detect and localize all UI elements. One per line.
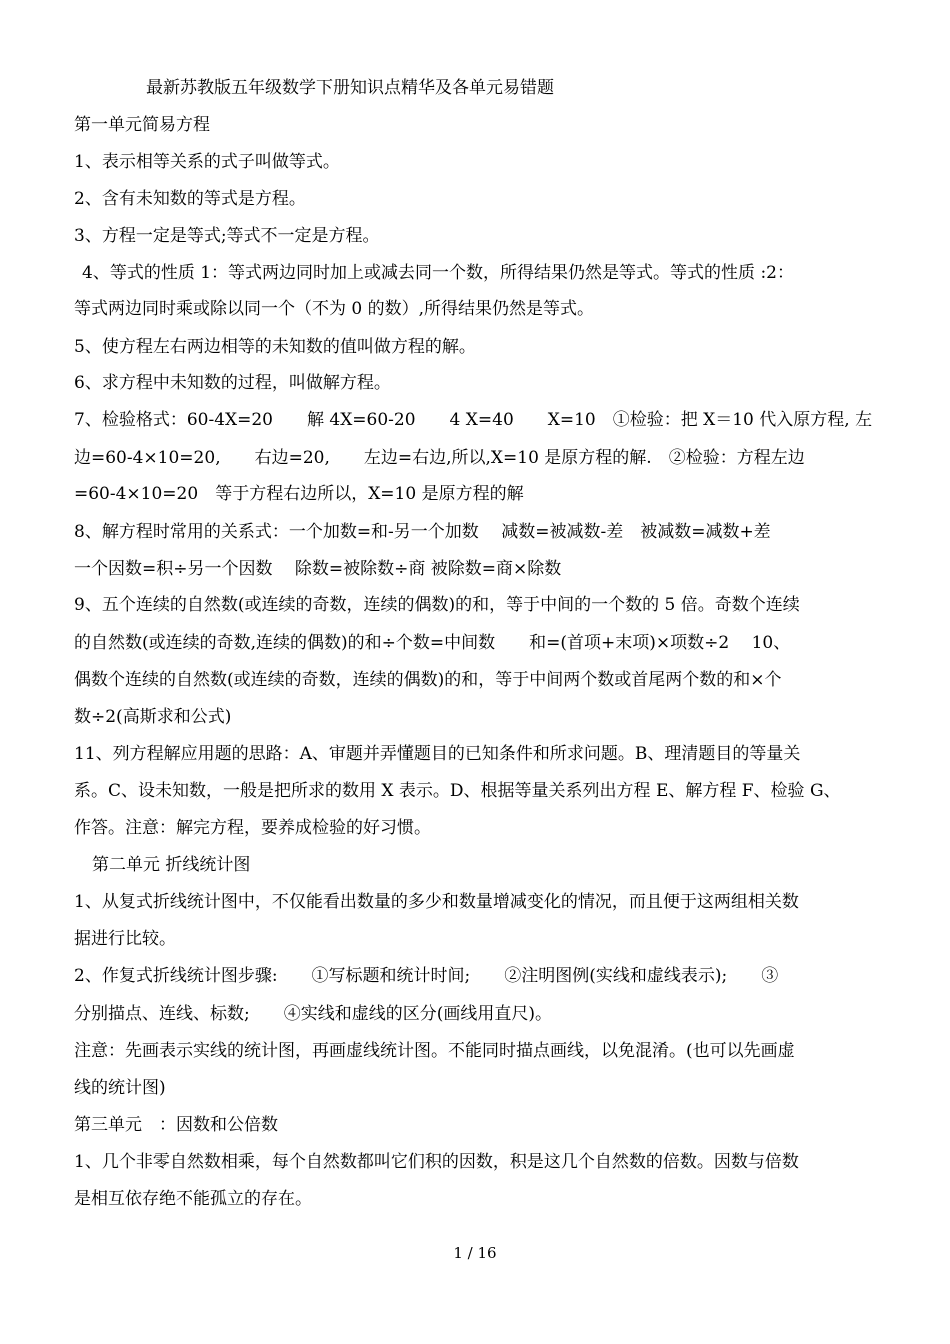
text-line: 注意：先画表示实线的统计图，再画虚线统计图。不能同时描点画线，以免混淆。(也可以先画虚 bbox=[74, 1041, 795, 1061]
text-line: 1、几个非零自然数相乘，每个自然数都叫它们积的因数，积是这几个自然数的倍数。因数与倍数 bbox=[74, 1152, 799, 1172]
section-heading: 第一单元简易方程 bbox=[74, 115, 210, 135]
text-line: 8、解方程时常用的关系式：一个加数=和-另一个加数 减数=被减数-差 被减数=减数+差 bbox=[74, 522, 771, 542]
text-line: 的自然数(或连续的奇数,连续的偶数)的和÷个数=中间数 和=(首项+末项)×项数÷2 10、 bbox=[74, 633, 791, 653]
text-line: 1、表示相等关系的式子叫做等式。 bbox=[74, 152, 340, 172]
text-line: 系。C、设未知数，一般是把所求的数用 X 表示。D、根据等量关系列出方程 E、解方程 F、检验 G、 bbox=[74, 781, 841, 801]
text-line: 等式两边同时乘或除以同一个（不为 0 的数）,所得结果仍然是等式。 bbox=[74, 299, 595, 319]
text-line: 线的统计图) bbox=[74, 1078, 166, 1098]
document-title: 最新苏教版五年级数学下册知识点精华及各单元易错题 bbox=[146, 78, 554, 98]
text-line: 数÷2(高斯求和公式) bbox=[74, 707, 232, 727]
text-line: 一个因数=积÷另一个因数 除数=被除数÷商 被除数=商×除数 bbox=[74, 559, 562, 579]
text-line: 4、等式的性质 1：等式两边同时加上或减去同一个数，所得结果仍然是等式。等式的性质 :2： bbox=[82, 263, 794, 283]
text-line: 5、使方程左右两边相等的未知数的值叫做方程的解。 bbox=[74, 337, 476, 357]
text-line: 6、求方程中未知数的过程，叫做解方程。 bbox=[74, 373, 391, 393]
text-line: 2、作复式折线统计图步骤: ①写标题和统计时间; ②注明图例(实线和虚线表示); ③ bbox=[74, 966, 779, 986]
text-line: 是相互依存绝不能孤立的存在。 bbox=[74, 1189, 312, 1209]
text-line: 边=60-4×10=20, 右边=20, 左边=右边,所以,X=10 是原方程的解. ②检验：方程左边 bbox=[74, 448, 805, 468]
text-line: 7、检验格式：60-4X=20 解 4X=60-20 4 X=40 X=10 ①检验：把 X＝10 代入原方程, 左 bbox=[74, 410, 873, 430]
section-heading: 第三单元 ：因数和公倍数 bbox=[74, 1115, 278, 1135]
text-line: 作答。注意：解完方程，要养成检验的好习惯。 bbox=[74, 818, 431, 838]
text-line: 2、含有未知数的等式是方程。 bbox=[74, 189, 306, 209]
text-line: 偶数个连续的自然数(或连续的奇数，连续的偶数)的和，等于中间两个数或首尾两个数的和×个 bbox=[74, 670, 782, 690]
text-line: 据进行比较。 bbox=[74, 929, 176, 949]
text-line: =60-4×10=20 等于方程右边所以，X=10 是原方程的解 bbox=[74, 484, 524, 504]
text-line: 3、方程一定是等式;等式不一定是方程。 bbox=[74, 226, 380, 246]
page-number: 1 / 16 bbox=[453, 1244, 497, 1262]
section-heading: 第二单元 折线统计图 bbox=[92, 855, 251, 875]
text-line: 9、五个连续的自然数(或连续的奇数，连续的偶数)的和，等于中间的一个数的 5 倍。奇数个连续 bbox=[74, 595, 800, 615]
text-line: 1、从复式折线统计图中，不仅能看出数量的多少和数量增减变化的情况，而且便于这两组相关数 bbox=[74, 892, 799, 912]
text-line: 11、列方程解应用题的思路：A、审题并弄懂题目的已知条件和所求问题。B、理清题目的等量关 bbox=[74, 744, 801, 764]
text-line: 分别描点、连线、标数; ④实线和虚线的区分(画线用直尺)。 bbox=[74, 1004, 552, 1024]
